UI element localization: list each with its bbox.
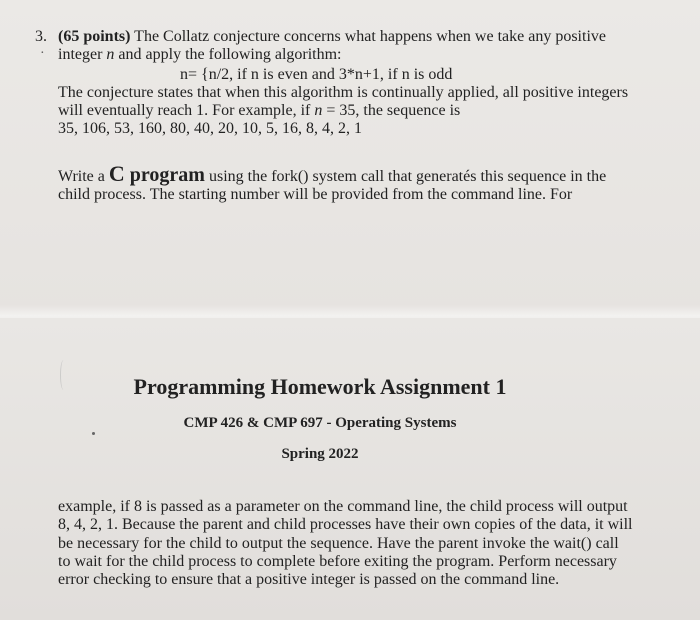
continuation-line-4: to wait for the child process to complete before exiting the program. Perform necessary	[58, 553, 617, 570]
language-c: C	[108, 161, 125, 186]
line2-text-b: and apply the following algorithm:	[114, 46, 342, 63]
bullet-dot-icon: ·	[40, 46, 45, 61]
question-line-3: The conjecture states that when this algorithm is continually applied, all positive integers	[58, 84, 629, 101]
example-sequence: 35, 106, 53, 160, 80, 40, 20, 10, 5, 16, 8, 4, 2, 1	[58, 120, 362, 137]
write-text-a: Write a	[58, 168, 109, 185]
semester: Spring 2022	[281, 446, 359, 462]
question-points: (65 points)	[58, 28, 131, 45]
variable-n: n	[106, 46, 115, 63]
program-word: program	[124, 164, 205, 186]
write-text-b: using the fork() system call that generatés this sequence in the	[204, 168, 607, 185]
line2-text-a: integer	[58, 46, 107, 63]
course-name: CMP 426 & CMP 697 - Operating Systems	[183, 415, 457, 431]
question-number: 3.	[35, 28, 47, 45]
write-program-line	[58, 161, 607, 186]
dot-mark-icon	[92, 432, 95, 435]
line4-text-b: = 35, the sequence is	[322, 102, 461, 119]
write-program-line-2: child process. The starting number will be provided from the command line. For	[58, 186, 573, 203]
continuation-line-3: be necessary for the child to output the sequence. Have the parent invoke the wait() call	[58, 535, 619, 552]
question-intro-line	[58, 27, 606, 46]
assignment-title: Programming Homework Assignment 1	[133, 374, 507, 399]
intro-text: The Collatz conjecture concerns what happens when we take any positive	[130, 28, 606, 45]
continuation-line-5: error checking to ensure that a positive integer is passed on the command line.	[58, 571, 560, 588]
variable-n-2: n	[314, 102, 323, 119]
line4-text-a: will eventually reach 1. For example, if	[58, 102, 315, 119]
continuation-line-1: example, if 8 is passed as a parameter on the command line, the child process will output	[58, 498, 628, 515]
algorithm-formula: n= {n/2, if n is even and 3*n+1, if n is odd	[180, 66, 453, 83]
continuation-line-2: 8, 4, 2, 1. Because the parent and child processes have their own copies of the data, it will	[58, 516, 633, 533]
question-line-2	[58, 45, 342, 64]
question-line-4	[58, 101, 460, 120]
